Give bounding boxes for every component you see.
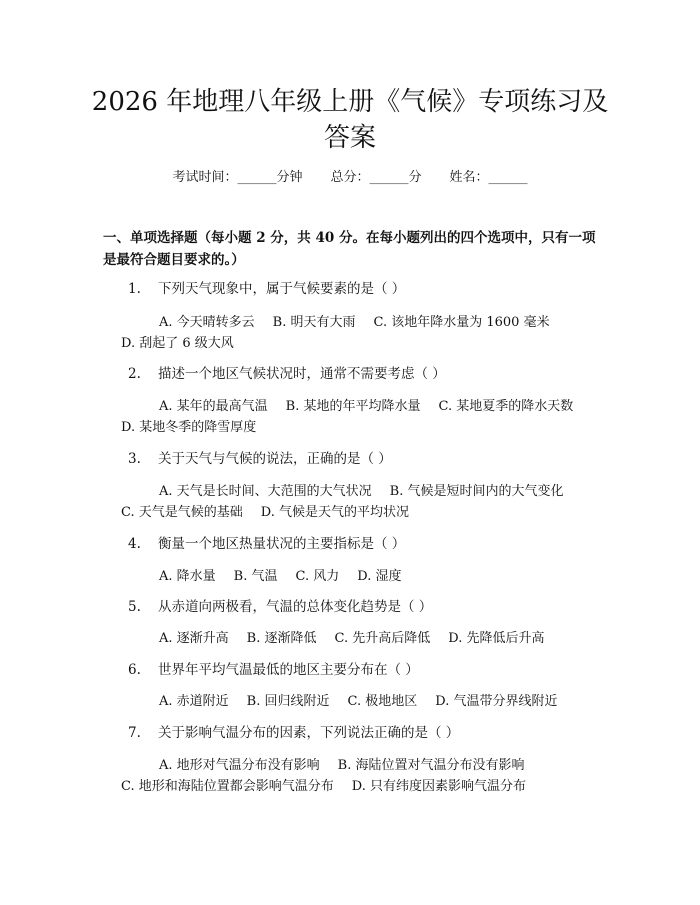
option-c: C. 先升高后降低 [334,631,431,646]
option-b: B. 某地的年平均降水量 [285,399,421,414]
question-3-options [103,481,603,523]
option-b: B. 气候是短时间内的大气变化 [389,484,564,499]
question-4 [128,534,608,554]
title-line-1: 2026 年地理八年级上册《气候》专项练习及 [91,87,609,117]
student-name: 姓名：______ [449,170,528,185]
question-5-options [103,628,603,649]
exam-meta [0,168,700,188]
question-text: 关于天气与气候的说法，正确的是（ ） [158,451,392,467]
question-number: 1. [128,281,141,297]
question-text: 描述一个地区气候状况时，通常不需要考虑（ ） [158,366,446,382]
option-d: D. 刮起了 6 级大风 [121,336,234,351]
exam-time: 考试时间：______分钟 [172,170,303,185]
option-a: A. 地形对气温分布没有影响 [159,758,320,773]
section-title: 一、单项选择题（每小题 2 分，共 40 分。在每小题列出的四个选项中，只有一项是最符合题目要求的。） [103,230,596,268]
question-number: 7. [128,725,141,741]
option-d: D. 只有纬度因素影响气温分布 [351,779,526,794]
question-number: 4. [128,536,141,552]
document-title [60,84,640,156]
option-d: D. 气温带分界线附近 [435,694,558,709]
option-c: C. 风力 [295,569,340,584]
option-a: A. 今天晴转多云 [159,315,255,330]
option-d: D. 湿度 [357,569,402,584]
question-1-options [103,312,603,354]
option-d: D. 先降低后升高 [448,631,545,646]
question-text: 从赤道向两极看，气温的总体变化趋势是（ ） [158,599,433,615]
question-4-options [103,566,603,587]
option-c: C. 天气是气候的基础 [121,505,243,520]
question-6-options [103,691,603,712]
question-number: 6. [128,662,141,678]
option-a: A. 天气是长时间、大范围的大气状况 [159,484,372,499]
question-text: 世界年平均气温最低的地区主要分布在（ ） [158,662,419,678]
question-number: 2. [128,366,141,382]
question-3 [128,449,608,469]
question-text: 下列天气现象中，属于气候要素的是（ ） [158,281,406,297]
option-b: B. 气温 [233,569,278,584]
question-7 [128,723,608,743]
title-line-2: 答案 [323,123,376,153]
option-a: A. 某年的最高气温 [159,399,268,414]
total-score: 总分：______分 [330,170,422,185]
question-2-options [103,396,603,438]
option-c: C. 地形和海陆位置都会影响气温分布 [121,779,334,794]
question-6 [128,660,608,680]
question-text: 关于影响气温分布的因素，下列说法正确的是（ ） [158,725,460,741]
question-number: 3. [128,451,141,467]
question-7-options [103,755,603,797]
option-b: B. 回归线附近 [246,694,330,709]
option-c: C. 极地地区 [347,694,418,709]
option-d: D. 气候是天气的平均状况 [260,505,409,520]
question-2 [128,364,608,384]
option-b: B. 逐渐降低 [246,631,317,646]
question-text: 衡量一个地区热量状况的主要指标是（ ） [158,536,406,552]
option-d: D. 某地冬季的降雪厚度 [121,420,257,435]
option-a: A. 赤道附近 [159,694,229,709]
option-a: A. 降水量 [159,569,216,584]
question-1 [128,279,608,299]
option-b: B. 海陆位置对气温分布没有影响 [337,758,525,773]
option-c: C. 某地夏季的降水天数 [438,399,574,414]
option-b: B. 明天有大雨 [272,315,356,330]
question-5 [128,597,608,617]
option-a: A. 逐渐升高 [159,631,229,646]
option-c: C. 该地年降水量为 1600 毫米 [373,315,550,330]
question-number: 5. [128,599,141,615]
